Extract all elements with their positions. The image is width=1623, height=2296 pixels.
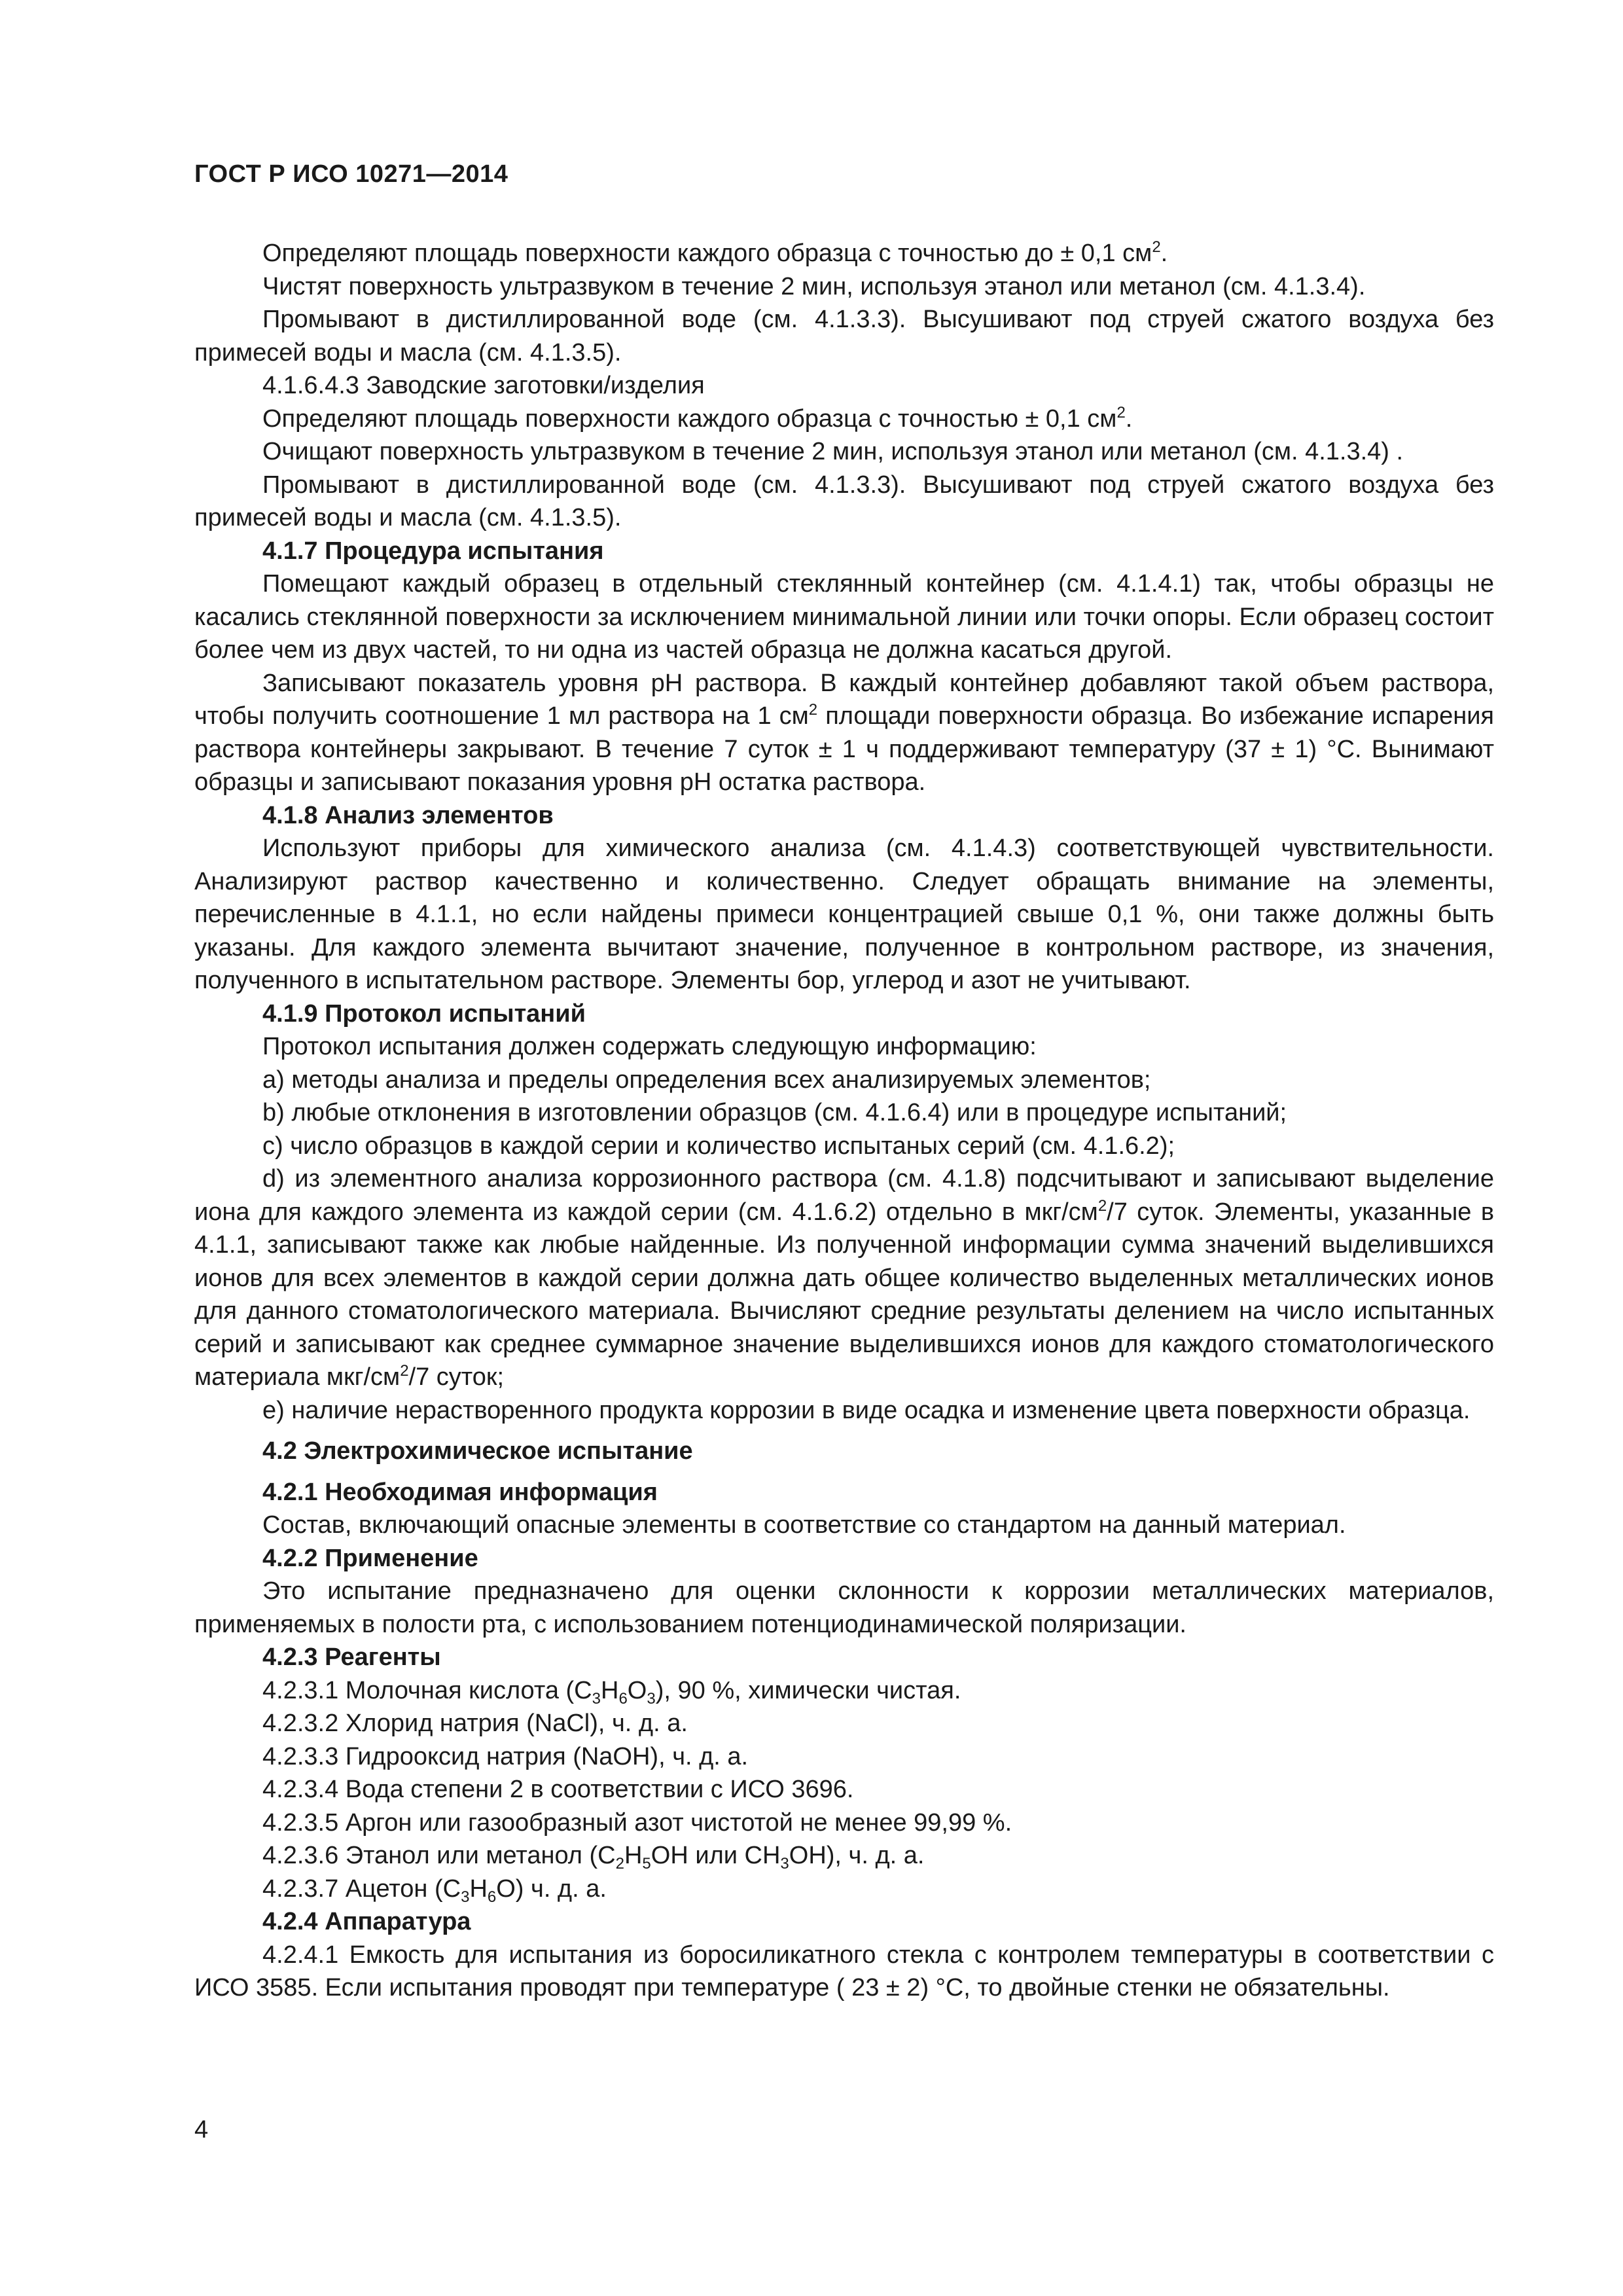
- page-number: 4: [194, 2116, 209, 2144]
- paragraph: Используют приборы для химического анализа (см. 4.1.4.3) соответствующей чувствительности. Анализируют раствор качественно и количественно. Следует обращать внимание на элементы, перечисленные в 4.1.1, но если найдены примеси концентрацией свыше 0,1 %, они также должны быть указаны. Для каждого элемента вычитают значение, полученное в контрольном растворе, из значения, полученного в испытательном растворе. Элементы бор, углерод и азот не учитывают.: [194, 834, 1494, 994]
- section-heading-4-1-9: 4.1.9 Протокол испытаний: [262, 999, 586, 1028]
- running-header: ГОСТ Р ИСО 10271—2014: [194, 160, 508, 188]
- paragraph: Состав, включающий опасные элементы в соответствие со стандартом на данный материал.: [262, 1511, 1346, 1539]
- list-item: d) из элементного анализа коррозионного раствора (см. 4.1.8) подсчитывают и записывают выделение иона для каждого элемента из каждой серии (см. 4.1.6.2) отдельно в мкг/$см^2/7$ суток. Элементы, указанные в 4.1.1, записывают также как любые найденные. Из полученной информации сумма значений выделившихся ионов для всех элементов в каждой серии должна дать общее количество выделенных металлических ионов для данного стоматологического материала. Вычисляют средние результаты делением на число испытанных серий и записывают как среднее суммарное значение выделившихся ионов для каждого стоматологического материала мкг/$см^2/7$ суток;: [194, 1165, 1495, 1391]
- list-item: е) наличие нерастворенного продукта коррозии в виде осадка и изменение цвета поверхности образца.: [262, 1396, 1471, 1424]
- section-heading-4-2-3: 4.2.3 Реагенты: [262, 1643, 441, 1671]
- paragraph: Промывают в дистиллированной воде (см. 4.1.3.3). Высушивают под струей сжатого воздуха без примесей воды и масла (см. 4.1.3.5).: [194, 471, 1494, 531]
- section-heading-4-2-2: 4.2.2 Применение: [262, 1544, 478, 1572]
- reagent-item: 4.2.3.6 Этанол или метанол ($C_2H_5OH$ или $CH_3OH$), ч. д. а.: [262, 1842, 925, 1873]
- paragraph: Промывают в дистиллированной воде (см. 4.1.3.3). Высушивают под струей сжатого воздуха без примесей воды и масла (см. 4.1.3.5).: [194, 306, 1494, 367]
- reagent-item: 4.2.3.1 Молочная кислота $(C_3H_6O_3)$, 90 %, химически чистая.: [262, 1676, 961, 1708]
- reagent-item: 4.2.3.3 Гидрооксид натрия (NaOH), ч. д. а.: [262, 1742, 749, 1770]
- paragraph: Очищают поверхность ультразвуком в течение 2 мин, используя этанол или метанол (см. 4.1.3.4) .: [262, 438, 1404, 465]
- paragraph: Записывают показатель уровня pH раствора. В каждый контейнер добавляют такой объем раствора, чтобы получить соотношение 1 мл раствора на 1 $см^2$ площади поверхности образца. Во избежание испарения раствора контейнеры закрывают. В течение 7 суток ± 1 ч поддерживают температуру (37 ± 1) °C. Вынимают образцы и записывают показания уровня pH остатка раствора.: [194, 669, 1494, 796]
- paragraph: Это испытание предназначено для оценки склонности к коррозии металлических материалов, применяемых в полости рта, с использованием потенциодинамической поляризации.: [194, 1577, 1494, 1638]
- paragraph: Чистят поверхность ультразвуком в течение 2 мин, используя этанол или метанол (см. 4.1.3.4).: [262, 272, 1366, 300]
- paragraph: Помещают каждый образец в отдельный стеклянный контейнер (см. 4.1.4.1) так, чтобы образцы не касались стеклянной поверхности за исключением минимальной линии или точки опоры. Если образец состоит более чем из двух частей, то ни одна из частей образца не должна касаться другой.: [194, 570, 1494, 664]
- subsection-heading: 4.1.6.4.3 Заводские заготовки/изделия: [262, 372, 705, 399]
- section-heading-4-2: 4.2 Электрохимическое испытание: [262, 1437, 693, 1465]
- paragraph: Определяют площадь поверхности каждого образца с точностью до ± 0,1 $см^2$.: [262, 238, 1168, 267]
- reagent-item: 4.2.3.7 Ацетон $(C_3H_6O)$ ч. д. а.: [262, 1874, 607, 1906]
- section-heading-4-1-8: 4.1.8 Анализ элементов: [262, 801, 554, 829]
- body-text: [194, 237, 1494, 2005]
- reagent-item: 4.2.3.4 Вода степени 2 в соответствии с ИСО 3696.: [262, 1776, 854, 1803]
- reagent-item: 4.2.3.2 Хлорид натрия (NaCl), ч. д. а.: [262, 1710, 688, 1737]
- list-item: а) методы анализа и пределы определения всех анализируемых элементов;: [262, 1066, 1151, 1094]
- paragraph: Протокол испытания должен содержать следующую информацию:: [262, 1033, 1037, 1060]
- list-item: b) любые отклонения в изготовлении образцов (см. 4.1.6.4) или в процедуре испытаний;: [262, 1099, 1287, 1126]
- paragraph: 4.2.4.1 Емкость для испытания из боросиликатного стекла с контролем температуры в соответствии с ИСО 3585. Если испытания проводят при температуре ( 23 ± 2) °C, то двойные стенки не обязательны.: [194, 1941, 1494, 2001]
- list-item: с) число образцов в каждой серии и количество испытаных серий (см. 4.1.6.2);: [262, 1132, 1175, 1160]
- section-heading-4-1-7: 4.1.7 Процедура испытания: [262, 537, 604, 565]
- reagent-item: 4.2.3.5 Аргон или газообразный азот чистотой не менее 99,99 %.: [262, 1808, 1012, 1837]
- section-heading-4-2-1: 4.2.1 Необходимая информация: [262, 1478, 658, 1506]
- section-heading-4-2-4: 4.2.4 Аппаратура: [262, 1908, 471, 1935]
- paragraph: Определяют площадь поверхности каждого образца с точностью ± 0,1 $см^2$.: [262, 403, 1133, 433]
